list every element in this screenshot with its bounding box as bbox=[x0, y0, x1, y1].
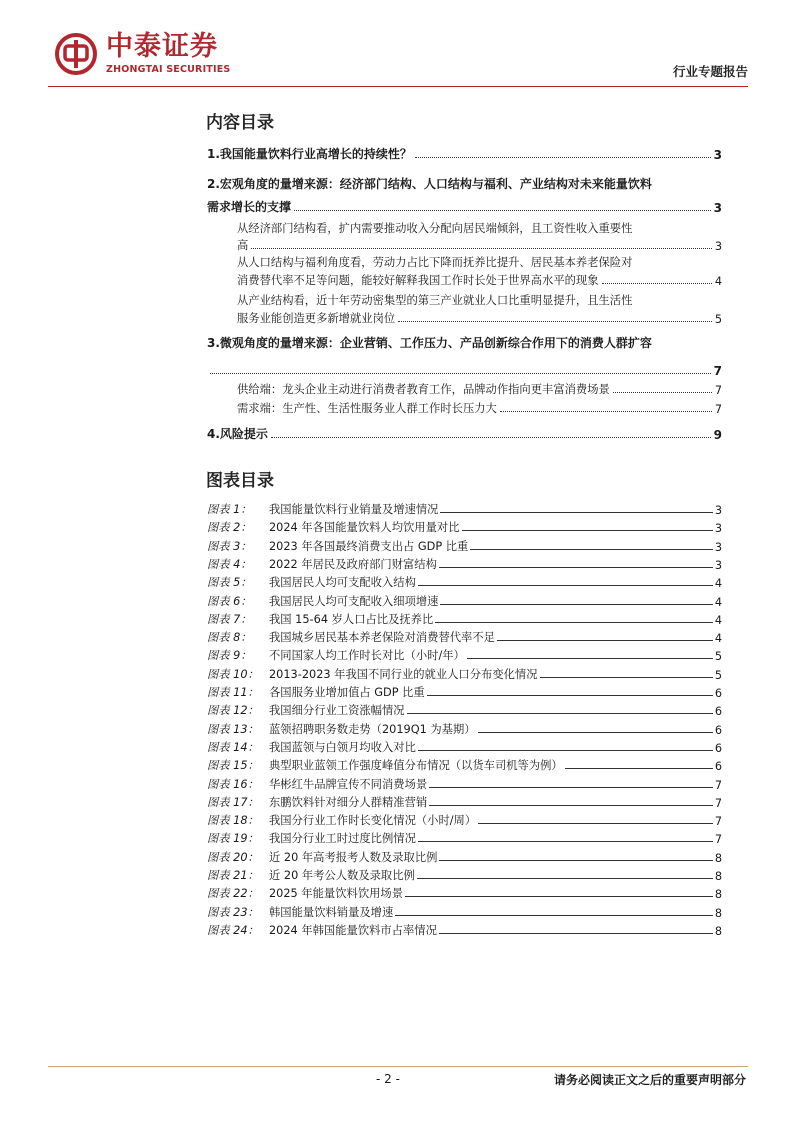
figure-page: 5 bbox=[714, 668, 722, 682]
figure-page: 7 bbox=[714, 796, 722, 810]
contents-title: 内容目录 bbox=[206, 113, 274, 133]
toc-entry-text-line2: 需求增长的支撑 bbox=[207, 200, 292, 214]
figure-entry[interactable] bbox=[207, 738, 722, 755]
figure-title: 华彬红牛品牌宣传不同消费场景 bbox=[269, 777, 428, 791]
toc-subentry-text: 需求端：生产性、生活性服务业人群工作时长压力大 bbox=[237, 402, 497, 415]
figure-entry[interactable] bbox=[207, 793, 722, 810]
figure-page: 3 bbox=[714, 540, 722, 554]
figure-title: 各国服务业增加值占 GDP 比重 bbox=[269, 686, 425, 699]
figure-label: 图表 11： bbox=[207, 686, 259, 699]
figure-title: 我国能量饮料行业销量及增速情况 bbox=[269, 503, 439, 516]
figure-title: 近 20 年考公人数及录取比例 bbox=[269, 869, 415, 882]
toc-entry-text: 4.风险提示 bbox=[207, 427, 268, 441]
toc-subentry[interactable] bbox=[237, 309, 722, 326]
figures-title: 图表目录 bbox=[206, 471, 274, 491]
figure-title: 2024 年韩国能量饮料市占率情况 bbox=[269, 923, 437, 937]
brand-name-en: ZHONGTAI SECURITIES bbox=[106, 64, 231, 75]
figure-title: 东鹏饮料针对细分人群精准营销 bbox=[269, 795, 428, 809]
footer-disclaimer: 请务必阅读正文之后的重要声明部分 bbox=[553, 1073, 746, 1087]
figure-entry[interactable] bbox=[207, 701, 722, 718]
toc-subentry-text-line2: 消费替代率不足等问题，能较好解释我国工作时长处于世界高水平的现象 bbox=[237, 274, 599, 287]
toc-subentry-text-line1[interactable]: 从经济部门结构看，扩内需要推动收入分配向居民端倾斜，且工资性收入重要性 bbox=[237, 222, 633, 235]
figure-page: 8 bbox=[714, 924, 722, 938]
figure-title: 不同国家人均工作时长对比（小时/年） bbox=[269, 649, 465, 663]
figure-label: 图表 13： bbox=[207, 722, 259, 736]
toc-entry[interactable] bbox=[207, 198, 722, 215]
figure-page: 4 bbox=[714, 577, 722, 591]
page-number: - 2 - bbox=[376, 1072, 400, 1086]
figure-label: 图表 21： bbox=[207, 869, 259, 882]
figure-label: 图表 15： bbox=[207, 759, 259, 773]
figure-label: 图表 9： bbox=[207, 649, 252, 663]
figure-label: 图表 14： bbox=[207, 740, 259, 754]
toc-subentry-text-line1[interactable]: 从产业结构看，近十年劳动密集型的第三产业就业人口比重明显提升，且生活性 bbox=[237, 294, 633, 307]
figure-page: 6 bbox=[714, 687, 722, 700]
figure-label: 图表 19： bbox=[207, 832, 259, 846]
figure-title: 2023 年各国最终消费支出占 GDP 比重 bbox=[269, 539, 469, 553]
figure-title: 2022 年居民及政府部门财富结构 bbox=[269, 557, 437, 571]
figure-label: 图表 6： bbox=[207, 594, 252, 608]
figure-label: 图表 24： bbox=[207, 923, 259, 937]
toc-subentry-text: 供给端：龙头企业主动进行消费者教育工作，品牌动作指向更丰富消费场景 bbox=[237, 383, 610, 396]
figure-label: 图表 16： bbox=[207, 777, 259, 791]
figure-entry[interactable] bbox=[207, 884, 722, 901]
toc-entry[interactable] bbox=[207, 425, 722, 442]
figure-label: 图表 4： bbox=[207, 557, 252, 571]
figure-page: 7 bbox=[714, 815, 722, 829]
figure-page: 8 bbox=[714, 906, 722, 920]
figure-entry[interactable] bbox=[207, 537, 722, 554]
figure-entry[interactable] bbox=[207, 903, 722, 920]
toc-entry-text-line1[interactable]: 2.宏观角度的量增来源：经济部门结构、人口结构与福利、产业结构对未来能量饮料 bbox=[207, 177, 652, 191]
figure-title: 2013-2023 年我国不同行业的就业人口分布变化情况 bbox=[269, 667, 538, 681]
toc-subentry-text-line2: 高 bbox=[237, 239, 249, 252]
figure-label: 图表 5： bbox=[207, 576, 252, 590]
figure-label: 图表 10： bbox=[207, 667, 259, 681]
figure-entry[interactable] bbox=[207, 848, 722, 865]
figure-page: 6 bbox=[714, 705, 722, 719]
figure-entry[interactable] bbox=[207, 500, 722, 517]
figure-title: 2025 年能量饮料饮用场景 bbox=[269, 887, 404, 901]
figure-entry[interactable] bbox=[207, 829, 722, 846]
figure-label: 图表 18： bbox=[207, 814, 259, 828]
figure-entry[interactable] bbox=[207, 628, 722, 645]
figure-entry[interactable] bbox=[207, 592, 722, 609]
figure-page: 4 bbox=[714, 613, 722, 627]
figure-page: 3 bbox=[714, 522, 722, 536]
toc-subentry-text-line1[interactable]: 从人口结构与福利角度看，劳动力占比下降而抚养比提升、居民基本养老保险对 bbox=[237, 256, 633, 269]
figure-entry[interactable] bbox=[207, 683, 722, 700]
toc-subentry[interactable] bbox=[237, 380, 722, 397]
toc-entry-page: 7 bbox=[713, 364, 722, 378]
figure-page: 8 bbox=[714, 888, 722, 902]
figure-page: 6 bbox=[714, 723, 722, 737]
figure-page: 3 bbox=[714, 504, 722, 517]
page-header bbox=[48, 30, 748, 82]
figure-page: 7 bbox=[714, 778, 722, 792]
footer-divider bbox=[48, 1066, 748, 1067]
figure-entry[interactable] bbox=[207, 665, 722, 682]
toc-entry-page: 3 bbox=[713, 148, 722, 162]
figure-entry[interactable] bbox=[207, 555, 722, 572]
toc-subentry-page: 7 bbox=[714, 384, 722, 397]
figure-entry[interactable] bbox=[207, 756, 722, 773]
toc-subentry-page: 7 bbox=[714, 403, 722, 416]
figure-page: 6 bbox=[714, 760, 722, 774]
toc-subentry-page: 4 bbox=[714, 275, 722, 288]
figure-label: 图表 23： bbox=[207, 905, 259, 919]
toc-subentry-text-line2: 服务业能创造更多新增就业岗位 bbox=[237, 312, 396, 325]
figure-page: 8 bbox=[714, 851, 722, 865]
figure-entry[interactable] bbox=[207, 811, 722, 828]
figure-label: 图表 8： bbox=[207, 631, 252, 645]
figure-page: 3 bbox=[714, 558, 722, 572]
figure-page: 5 bbox=[714, 650, 722, 664]
figure-title: 我国分行业工时过度比例情况 bbox=[269, 832, 416, 846]
toc-entry-page: 3 bbox=[713, 201, 722, 215]
figure-entry[interactable] bbox=[207, 866, 722, 883]
toc-entry-page: 9 bbox=[713, 428, 722, 442]
report-type: 行业专题报告 bbox=[672, 64, 748, 79]
figure-title: 韩国能量饮料销量及增速 bbox=[269, 905, 394, 919]
figure-title: 近 20 年高考报考人数及录取比例 bbox=[269, 850, 438, 864]
toc-subentry-page: 5 bbox=[714, 313, 722, 326]
figure-entry[interactable] bbox=[207, 921, 722, 938]
figure-title: 我国蓝领与白领月均收入对比 bbox=[269, 740, 416, 754]
toc-subentry-page: 3 bbox=[714, 240, 722, 253]
figure-label: 图表 1： bbox=[207, 503, 252, 516]
figure-title: 我国居民人均可支配收入结构 bbox=[269, 576, 416, 590]
zhongtai-logo-icon bbox=[54, 32, 98, 76]
toc-entry[interactable] bbox=[207, 361, 722, 378]
figure-label: 图表 17： bbox=[207, 795, 259, 809]
figure-page: 4 bbox=[714, 595, 722, 609]
figure-title: 我国分行业工作时长变化情况（小时/周） bbox=[269, 814, 477, 828]
figure-page: 7 bbox=[714, 833, 722, 847]
toc-subentry[interactable] bbox=[237, 236, 722, 253]
figure-title: 典型职业蓝领工作强度峰值分布情况（以货车司机等为例） bbox=[269, 759, 563, 773]
figure-entry[interactable] bbox=[207, 646, 722, 663]
figure-page: 6 bbox=[714, 741, 722, 755]
header-divider bbox=[48, 86, 748, 87]
figure-entry[interactable] bbox=[207, 573, 722, 590]
figure-label: 图表 22： bbox=[207, 887, 259, 901]
toc-entry-text: 1.我国能量饮料行业高增长的持续性？ bbox=[207, 147, 412, 161]
toc-subentry[interactable] bbox=[237, 271, 722, 288]
figure-page: 8 bbox=[714, 870, 722, 883]
toc-subentry[interactable] bbox=[237, 399, 722, 416]
toc-entry[interactable] bbox=[207, 145, 722, 162]
figure-entry[interactable] bbox=[207, 610, 722, 627]
figure-title: 我国城乡居民基本养老保险对消费替代率不足 bbox=[269, 631, 495, 645]
figure-entry[interactable] bbox=[207, 518, 722, 535]
figure-label: 图表 2： bbox=[207, 521, 252, 535]
figure-label: 图表 12： bbox=[207, 704, 259, 718]
figure-title: 我国居民人均可支配收入细项增速 bbox=[269, 594, 439, 608]
figure-page: 4 bbox=[714, 632, 722, 646]
toc-entry-text-line1[interactable]: 3.微观角度的量增来源：企业营销、工作压力、产品创新综合作用下的消费人群扩容 bbox=[207, 336, 652, 350]
figure-label: 图表 3： bbox=[207, 539, 252, 553]
figure-entry[interactable] bbox=[207, 775, 722, 792]
figure-label: 图表 7： bbox=[207, 612, 252, 626]
figure-title: 我国细分行业工资涨幅情况 bbox=[269, 704, 405, 718]
brand-name-cn: 中泰证券 bbox=[106, 31, 218, 62]
figure-title: 2024 年各国能量饮料人均饮用量对比 bbox=[269, 521, 460, 535]
figure-title: 蓝领招聘职务数走势（2019Q1 为基期） bbox=[269, 722, 476, 736]
figure-entry[interactable] bbox=[207, 720, 722, 737]
figure-title: 我国 15-64 岁人口占比及抚养比 bbox=[269, 612, 434, 626]
figure-label: 图表 20： bbox=[207, 850, 259, 864]
